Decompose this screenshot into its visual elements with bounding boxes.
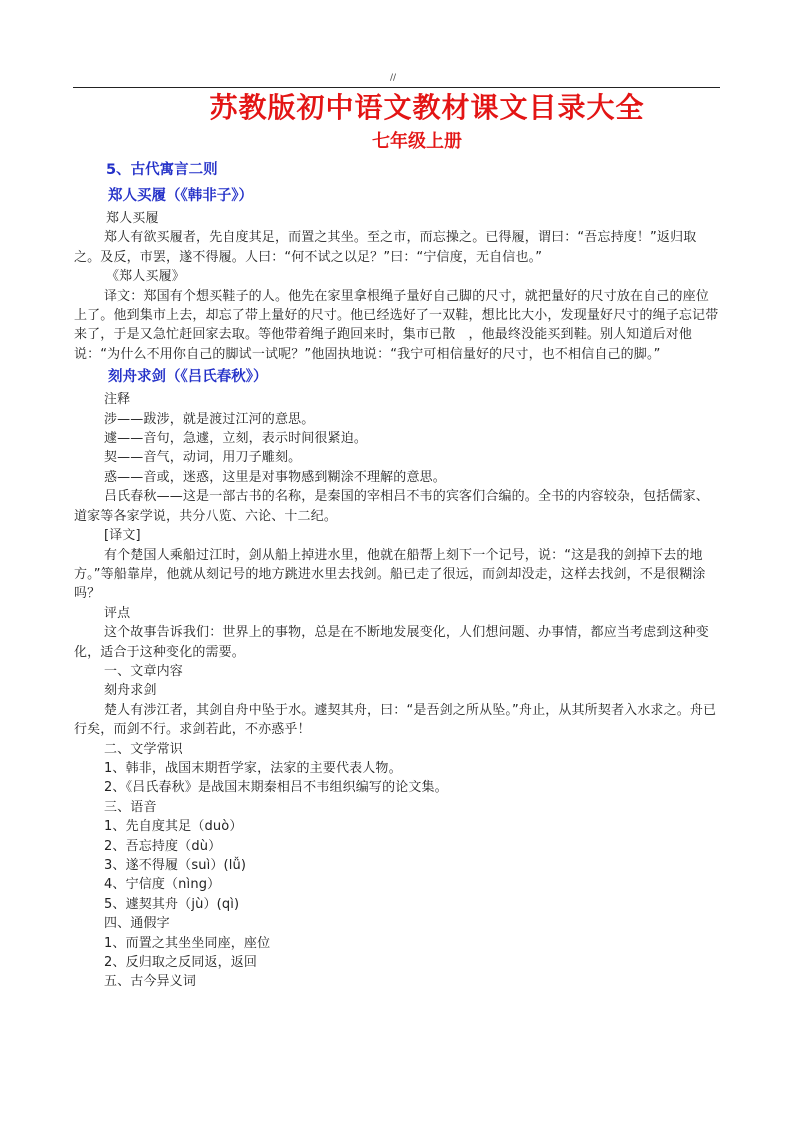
story1-original-text: 郑人有欲买履者，先自度其足，而置之其坐。至之市，而忘操之。已得履，谓曰：“吾忘持度！”返归取之。及反，市罢，遂不得履。人曰：“何不试之以足？”曰：“宁信度，无自信也。” (74, 230, 697, 265)
story1-title-line: 郑人买履 (106, 211, 159, 226)
note-item: 遽——音句，急遽，立刻，表示时间很紧迫。 (104, 431, 368, 447)
document-body (74, 157, 720, 992)
note-item: 契——音气，动词，用刀子雕刻。 (104, 450, 302, 466)
list-item: 2、《吕氏春秋》是战国末期秦相吕不韦组织编写的论文集。 (104, 780, 448, 796)
section-heading: 一、文章内容 (104, 663, 183, 679)
note-item: 吕氏春秋——这是一部古书的名称，是秦国的宰相吕不韦的宾客们合编的。全书的内容较杂，包括儒家、道家等各家学说，共分八览、六论、十二纪。 (74, 489, 709, 524)
comment-text: 这个故事告诉我们：世界上的事物，总是在不断地发展变化，人们想问题、办事情，都应当考虑到这种变化，适合于这种变化的需要。 (74, 625, 709, 660)
story2-original-text: 楚人有涉江者，其剑自舟中坠于水。遽契其舟，曰：“是吾剑之所从坠。”舟止，从其所契者入水求之。舟已行矣，而剑不行。求剑若此，不亦惑乎！ (74, 702, 717, 738)
section-heading: 五、古今异义词 (104, 974, 197, 990)
page-marker: // (390, 73, 397, 83)
notes-label: 注释 (104, 392, 131, 408)
section-heading: 二、文学常识 (104, 741, 183, 757)
list-item: 1、而置之其坐坐同座，座位 (104, 935, 271, 951)
story2-translation: 有个楚国人乘船过江时，剑从船上掉进水里，他就在船帮上刻下一个记号，说：“这是我的剑掉下去的地方。”等船靠岸，他就从刻记号的地方跳进水里去找剑。船已走了很远，而剑却没走，这样去找剑，不是很糊涂吗？ (74, 547, 706, 602)
section-heading: 四、通假字 (104, 916, 170, 932)
translation-label: [译文] (104, 528, 141, 544)
list-item: 2、反归取之反同返，返回 (104, 955, 258, 971)
text-title: 刻舟求剑 (104, 683, 157, 699)
lesson-heading: 5、古代寓言二则 (106, 162, 218, 178)
story1-source-line: 《郑人买履》 (106, 269, 185, 285)
list-item: 1、韩非，战国末期哲学家，法家的主要代表人物。 (104, 760, 402, 776)
grade-subtitle: 七年级上册 (372, 131, 462, 152)
list-item: 1、先自度其足（duò） (104, 819, 243, 835)
comment-label: 评点 (104, 605, 131, 621)
document-title: 苏教版初中语文教材课文目录大全 (209, 91, 645, 124)
section-heading: 三、语音 (104, 799, 157, 815)
story1-heading: 郑人买履（《韩非子》） (108, 188, 253, 204)
story2-heading: 刻舟求剑（《吕氏春秋》） (108, 369, 268, 386)
list-item: 3、遂不得履（suì）(lǚ) (104, 858, 247, 873)
list-item: 2、吾忘持度（dù） (104, 838, 222, 854)
note-item: 惑——音或，迷惑，这里是对事物感到糊涂不理解的意思。 (104, 469, 446, 485)
note-item: 涉——跋涉，就是渡过江河的意思。 (104, 411, 315, 427)
list-item: 4、宁信度（nìng） (104, 877, 221, 893)
list-item: 5、遽契其舟（jù）(qì) (104, 896, 240, 912)
story1-translation: 译文：郑国有个想买鞋子的人。他先在家里拿根绳子量好自己脚的尺寸，就把量好的尺寸放在自己的座位上了。他到集市上去，却忘了带上量好的尺寸。他已经选好了一双鞋，想比比大小，发现量好尺寸的绳子忘记带来了，于是又急忙赶回家去取。等他带着绳子跑回来时，集市已散 ，他最终没能买到鞋。别人知道后对他说：“为什么不用你自己的脚试一试呢？”他固执地说：“我宁可相信量好的尺寸，也不相信自己的脚。” (74, 288, 719, 362)
